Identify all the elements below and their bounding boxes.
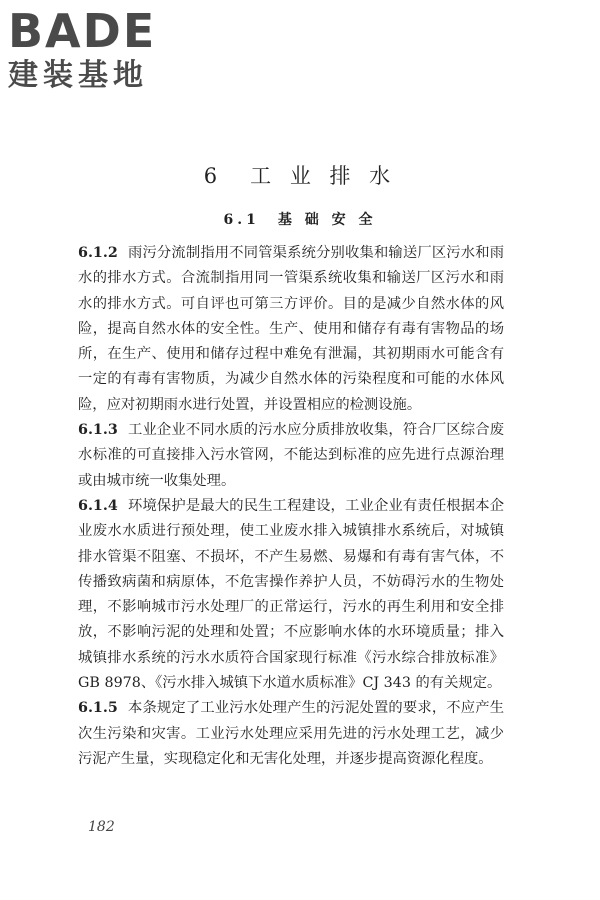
chapter-title: 6 工 业 排 水 (203, 164, 397, 188)
logo-subtitle: 建装基地 (8, 58, 148, 93)
clause-6-1-4 (78, 494, 504, 696)
clause-text: 环境保护是最大的民生工程建设，工业企业有责任根据本企业废水水质进行预处理，使工业废水排入城镇排水系统后，对城镇排水管渠不阻塞、不损坏，不产生易燃、易爆和有毒有害气体，不传播致病菌和病原体，不危害操作养护人员，不妨碍污水的生物处理，不影响城市污水处理厂的正常运行，污水的再生利用和安全排放，不影响污泥的处理和处置；不应影响水体的水环境质量；排入城镇排水系统的污水水质符合国家现行标准《污水综合排放标准》GB 8978、《污水排入城镇下水道水质标准》CJ 343 的有关规定。 (78, 497, 504, 692)
clause-6-1-2 (78, 241, 504, 418)
clause-text: 雨污分流制指用不同管渠系统分别收集和输送厂区污水和雨水的排水方式。合流制指用同一管渠系统收集和输送厂区污水和雨水的排水方式。可自评也可第三方评价。目的是减少自然水体的风险，提高自然水体的安全性。生产、使用和储存有毒有害物品的场所，在生产、使用和储存过程中难免有泄漏，其初期雨水可能含有一定的有毒有害物质，为减少自然水体的污染程度和可能的水体风险，应对初期雨水进行处置，并设置相应的检测设施。 (78, 245, 504, 413)
bade-logo (8, 6, 178, 94)
clause-list (78, 241, 504, 772)
clause-number: 6.1.2 (78, 245, 118, 261)
clause-number: 6.1.5 (78, 700, 118, 717)
clause-number: 6.1.3 (78, 422, 118, 439)
clause-6-1-3 (78, 418, 504, 494)
logo-wordmark: BADE (8, 4, 157, 58)
page-number: 182 (88, 819, 115, 835)
clause-text: 本条规定了工业污水处理产生的污泥处置的要求，不应产生次生污染和灾害。工业污水处理应采用先进的污水处理工艺，减少污泥产生量，实现稳定化和无害化处理，并逐步提高资源化程度。 (78, 700, 504, 767)
section-title: 6.1 基 础 安 全 (223, 212, 377, 228)
clause-6-1-5 (78, 696, 504, 772)
clause-number: 6.1.4 (78, 497, 118, 514)
clause-text: 工业企业不同水质的污水应分质排放收集，符合厂区综合废水标准的可直接排入污水管网，不能达到标准的应先进行点源治理或由城市统一收集处理。 (78, 422, 504, 489)
